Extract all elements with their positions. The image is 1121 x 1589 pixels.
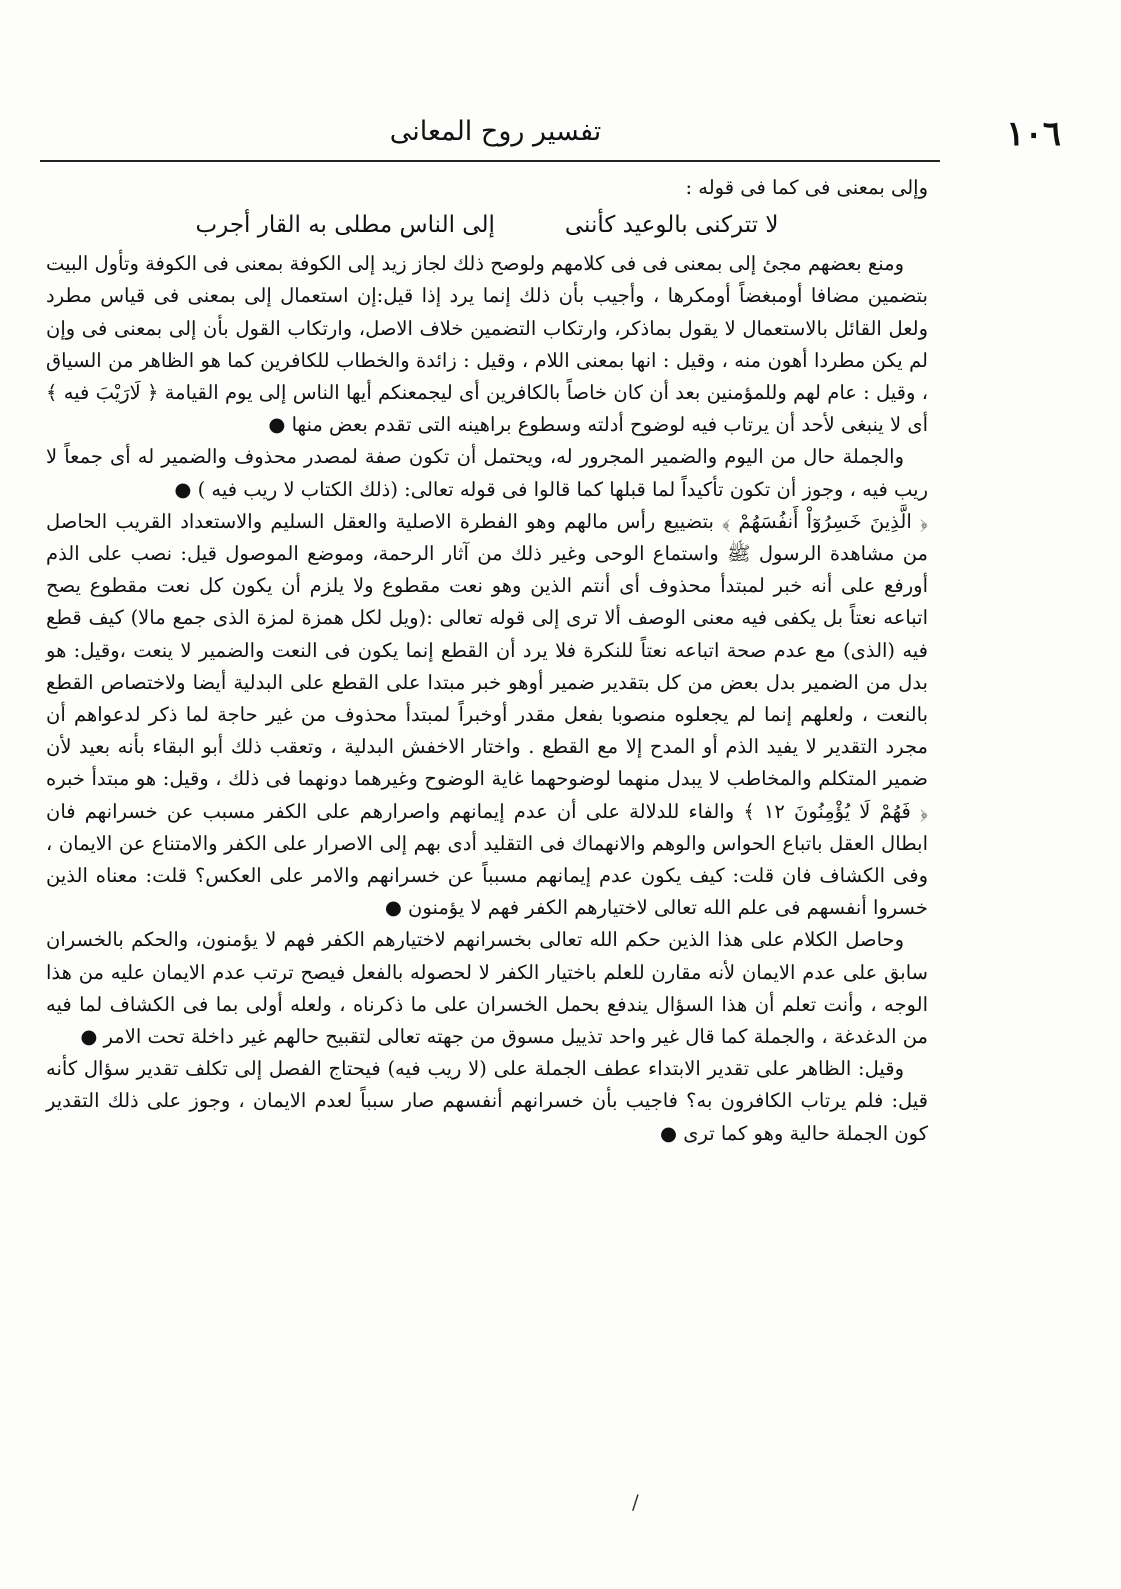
verse-hemistich-right: لا تتركنى بالوعيد كأننى	[564, 212, 779, 239]
poetry-verse	[46, 206, 928, 244]
paragraph: ﴿ الَّذِينَ خَسِرُوٓاْ أَنفُسَهُمْ ﴾ بتضييع رأس مالهم وهو الفطرة الاصلية والعقل السليم والاستعداد القريب الحاصل من مشاهدة الرسول ﷺ واستماع الوحى وغير ذلك من آثار الرحمة، وموضع الموصول قيل: نصب على الذم أورفع على أنه خبر لمبتدأ محذوف أى أنتم الذين وهو نعت مقطوع ولا يلزم أن يكون كل نعت مقطوع يصح اتباعه نعتاً بل يكفى فيه معنى الوصف ألا ترى إلى قوله تعالى :(ويل لكل همزة لمزة الذى جمع مالا) كيف قطع فيه (الذى) مع عدم صحة اتباعه نعتاً للنكرة فلا يرد أن القطع إنما يكون فى النعت والضمير لا ينعت ،وقيل: هو بدل من الضمير بدل بعض من كل بتقدير ضمير أوهو خبر مبتدا على القطع على البدلية أيضا ولاختصاص القطع بالنعت ، ولعلهم إنما لم يجعلوه منصوبا بفعل مقدر أوخبراً لمبتدأ محذوف من غير حاجة لما ذكر لدعواهم أن مجرد التقدير لا يفيد الذم أو المدح إلا مع القطع . واختار الاخفش البدلية ، وتعقب ذلك أبو البقاء بأنه بعيد لأن ضمير المتكلم والمخاطب لا يبدل منهما لوضوحهما غاية الوضوح وغيرهما دونهما فى ذلك ، وقيل: هو مبتدأ خبره ﴿ فَهُمْ لَا يُؤْمِنُونَ ١٢ ﴾ والفاء للدلالة على أن عدم إيمانهم واصرارهم على الكفر مسبب عن خسرانهم فان ابطال العقل باتباع الحواس والوهم والانهماك فى التقليد أدى بهم إلى الاصرار على الكفر والامتناع عن الايمان ، وفى الكشاف فان قلت: كيف يكون عدم إيمانهم مسبباً عن خسرانهم والامر على العكس؟ قلت: معناه الذين خسروا أنفسهم فى علم الله تعالى لاختيارهم الكفر فهم لا يؤمنون ●	[46, 509, 928, 920]
page-header	[40, 112, 1061, 160]
body-text	[46, 172, 928, 1150]
intro-line: وإلى بمعنى فى كما فى قوله :	[685, 176, 928, 199]
verse-hemistich-left: إلى الناس مطلى به القار أجرب	[195, 212, 495, 239]
running-title: تفسير روح المعانى	[389, 116, 602, 147]
footer-mark: /	[632, 1490, 639, 1514]
paragraph: ومنع بعضهم مجئ إلى بمعنى فى فى كلامهم ولوصح ذلك لجاز زيد إلى الكوفة بمعنى فى الكوفة وتأول البيت بتضمين مضافا أومبغضاً أومكرها ، وأجيب بأن ذلك إنما يرد إذا قيل:إن استعمال إلى بمعنى فى قياس مطرد ولعل القائل بالاستعمال لا يقول بماذكر، وارتكاب التضمين خلاف الاصل، وارتكاب القول بأن إلى بمعنى فى وإن لم يكن مطردا أهون منه ، وقيل : انها بمعنى اللام ، وقيل : زائدة والخطاب للكافرين كما هو الظاهر من السياق ، وقيل : عام لهم وللمؤمنين بعد أن كان خاصاً بالكافرين أى ليجمعنكم أيها الناس إلى يوم القيامة ﴿ لَارَيْبَ فيه ﴾ أى لا ينبغى لأحد أن يرتاب فيه لوضوح أدلته وسطوع براهينه التى تقدم بعض منها ●	[46, 252, 928, 437]
paragraph: والجملة حال من اليوم والضمير المجرور له، ويحتمل أن تكون صفة لمصدر محذوف والضمير له أى جمعاً لا ريب فيه ، وجوز أن تكون تأكيداً لما قبلها كما قالوا فى قوله تعالى: (ذلك الكتاب لا ريب فيه ) ●	[46, 445, 928, 501]
page-number: ١٠٦	[1006, 114, 1061, 154]
paragraph: وحاصل الكلام على هذا الذين حكم الله تعالى بخسرانهم لاختيارهم الكفر فهم لا يؤمنون، والحكم بالخسران سابق على عدم الايمان لأنه مقارن للعلم باختيار الكفر لا لحصوله بالفعل فيصح ترتب عدم الايمان عليه من هذا الوجه ، وأنت تعلم أن هذا السؤال يندفع بحمل الخسران على ما ذكرناه ، ولعله أولى بما فى الكشاف لما فيه من الدغدغة ، والجملة كما قال غير واحد تذييل مسوق من جهته تعالى لتقبيح حالهم غير داخلة تحت الامر ●	[46, 928, 928, 1049]
header-rule	[40, 160, 940, 162]
paragraph: وقيل: الظاهر على تقدير الابتداء عطف الجملة على (لا ريب فيه) فيحتاج الفصل إلى تكلف تقدير سؤال كأنه قيل: فلم يرتاب الكافرون به؟ فاجيب بأن خسرانهم أنفسهم صار سبباً لعدم الايمان ، وجوز على ذلك التقدير كون الجملة حالية وهو كما ترى ●	[46, 1057, 928, 1145]
